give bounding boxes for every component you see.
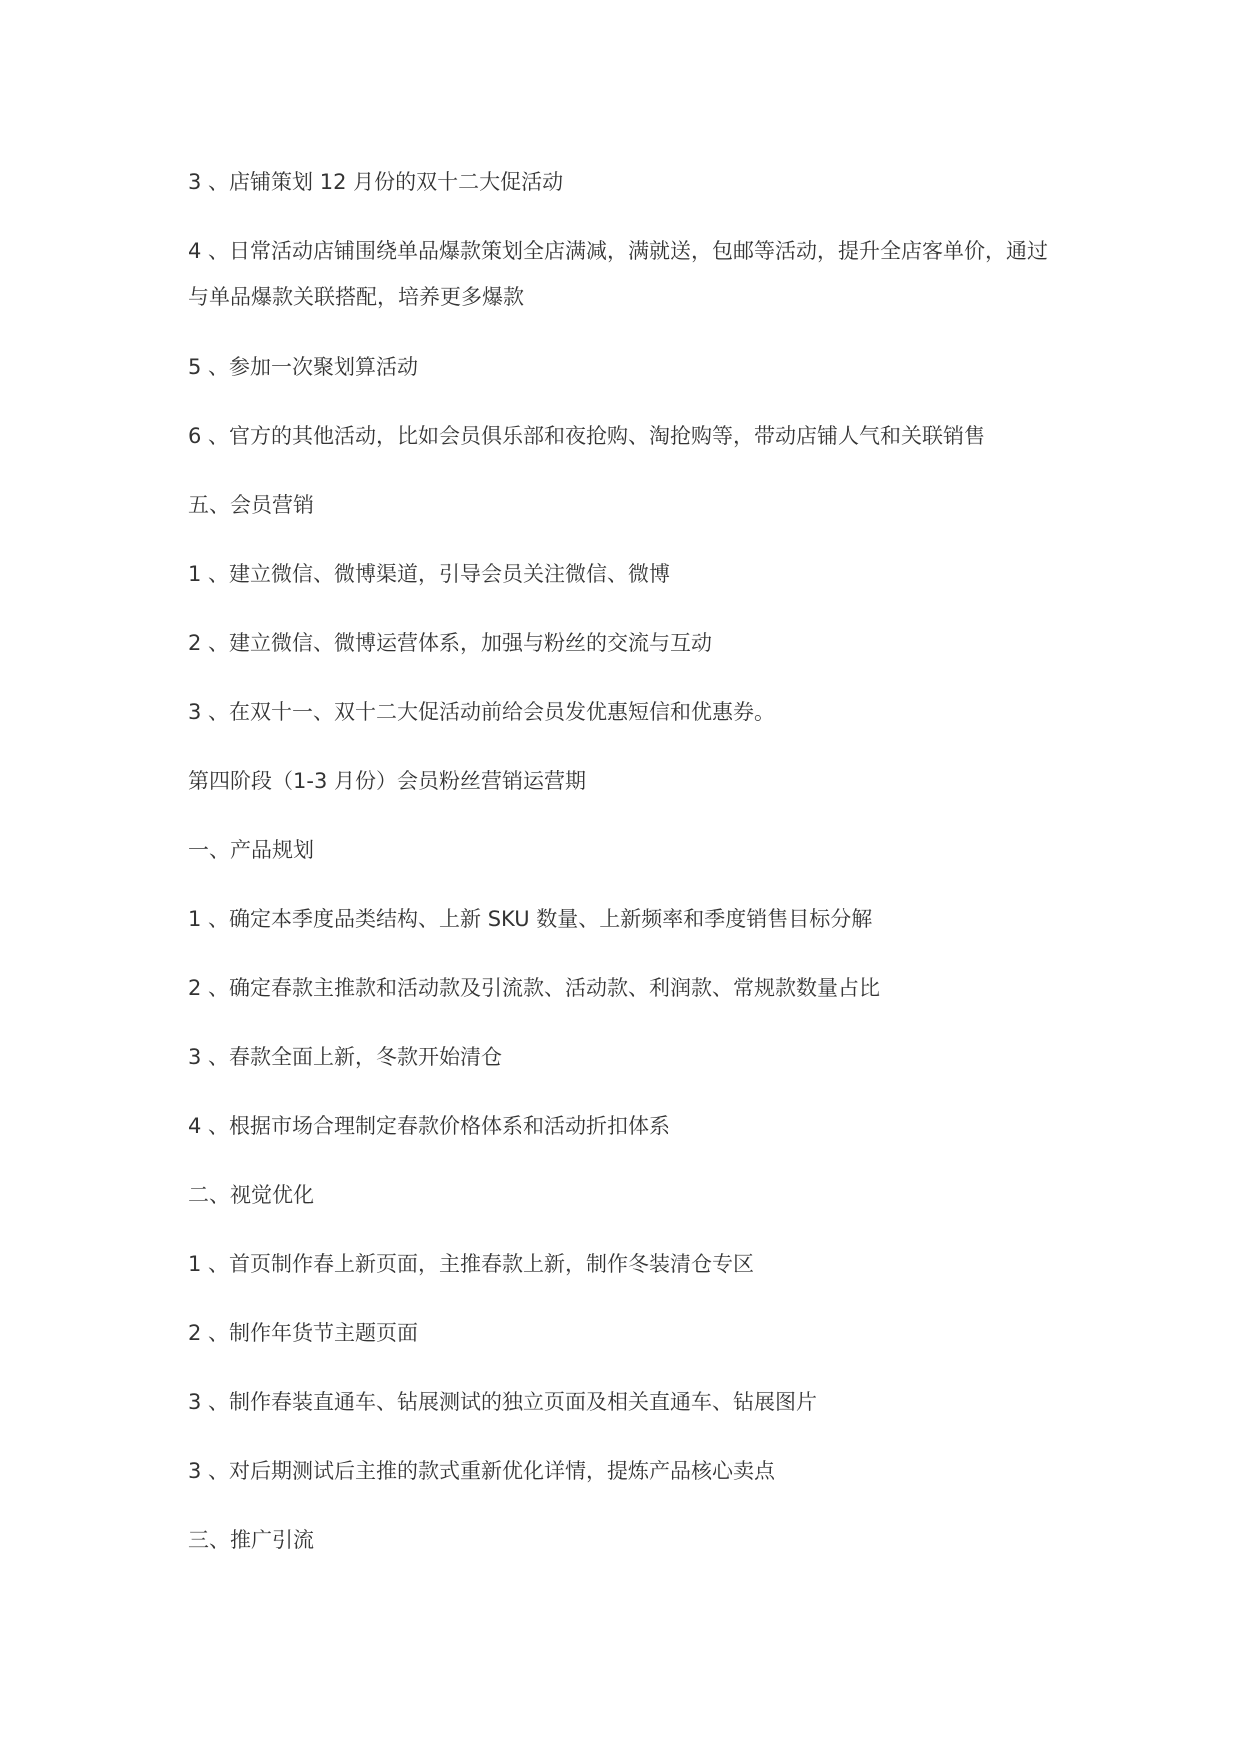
- list-item: 3 、在双十一、双十二大促活动前给会员发优惠短信和优惠券。: [188, 700, 776, 724]
- list-item: 3 、制作春装直通车、钻展测试的独立页面及相关直通车、钻展图片: [188, 1390, 818, 1414]
- list-item: 3 、店铺策划 12 月份的双十二大促活动: [188, 170, 564, 194]
- list-item: 3 、春款全面上新，冬款开始清仓: [188, 1045, 503, 1069]
- list-item: 5 、参加一次聚划算活动: [188, 355, 419, 379]
- list-item: 6 、官方的其他活动，比如会员俱乐部和夜抢购、淘抢购等，带动店铺人气和关联销售: [188, 424, 986, 448]
- phase-heading: 第四阶段（1-3 月份）会员粉丝营销运营期: [188, 769, 586, 793]
- section-heading: 三、推广引流: [188, 1528, 314, 1552]
- list-item: 1 、确定本季度品类结构、上新 SKU 数量、上新频率和季度销售目标分解: [188, 907, 873, 931]
- list-item: 2 、建立微信、微博运营体系，加强与粉丝的交流与互动: [188, 631, 713, 655]
- list-item: 3 、对后期测试后主推的款式重新优化详情，提炼产品核心卖点: [188, 1459, 776, 1483]
- list-item: 1 、建立微信、微博渠道，引导会员关注微信、微博: [188, 562, 671, 586]
- list-item: 2 、确定春款主推款和活动款及引流款、活动款、利润款、常规款数量占比: [188, 976, 881, 1000]
- section-heading: 一、产品规划: [188, 838, 314, 862]
- section-heading: 二、视觉优化: [188, 1183, 314, 1207]
- list-item: 1 、首页制作春上新页面，主推春款上新，制作冬装清仓专区: [188, 1252, 755, 1276]
- list-item: 2 、制作年货节主题页面: [188, 1321, 419, 1345]
- section-heading: 五、会员营销: [188, 493, 314, 517]
- list-item: 4 、根据市场合理制定春款价格体系和活动折扣体系: [188, 1114, 671, 1138]
- list-item: 4 、日常活动店铺围绕单品爆款策划全店满减，满就送，包邮等活动，提升全店客单价，通过与单品爆款关联搭配，培养更多爆款: [188, 239, 1049, 309]
